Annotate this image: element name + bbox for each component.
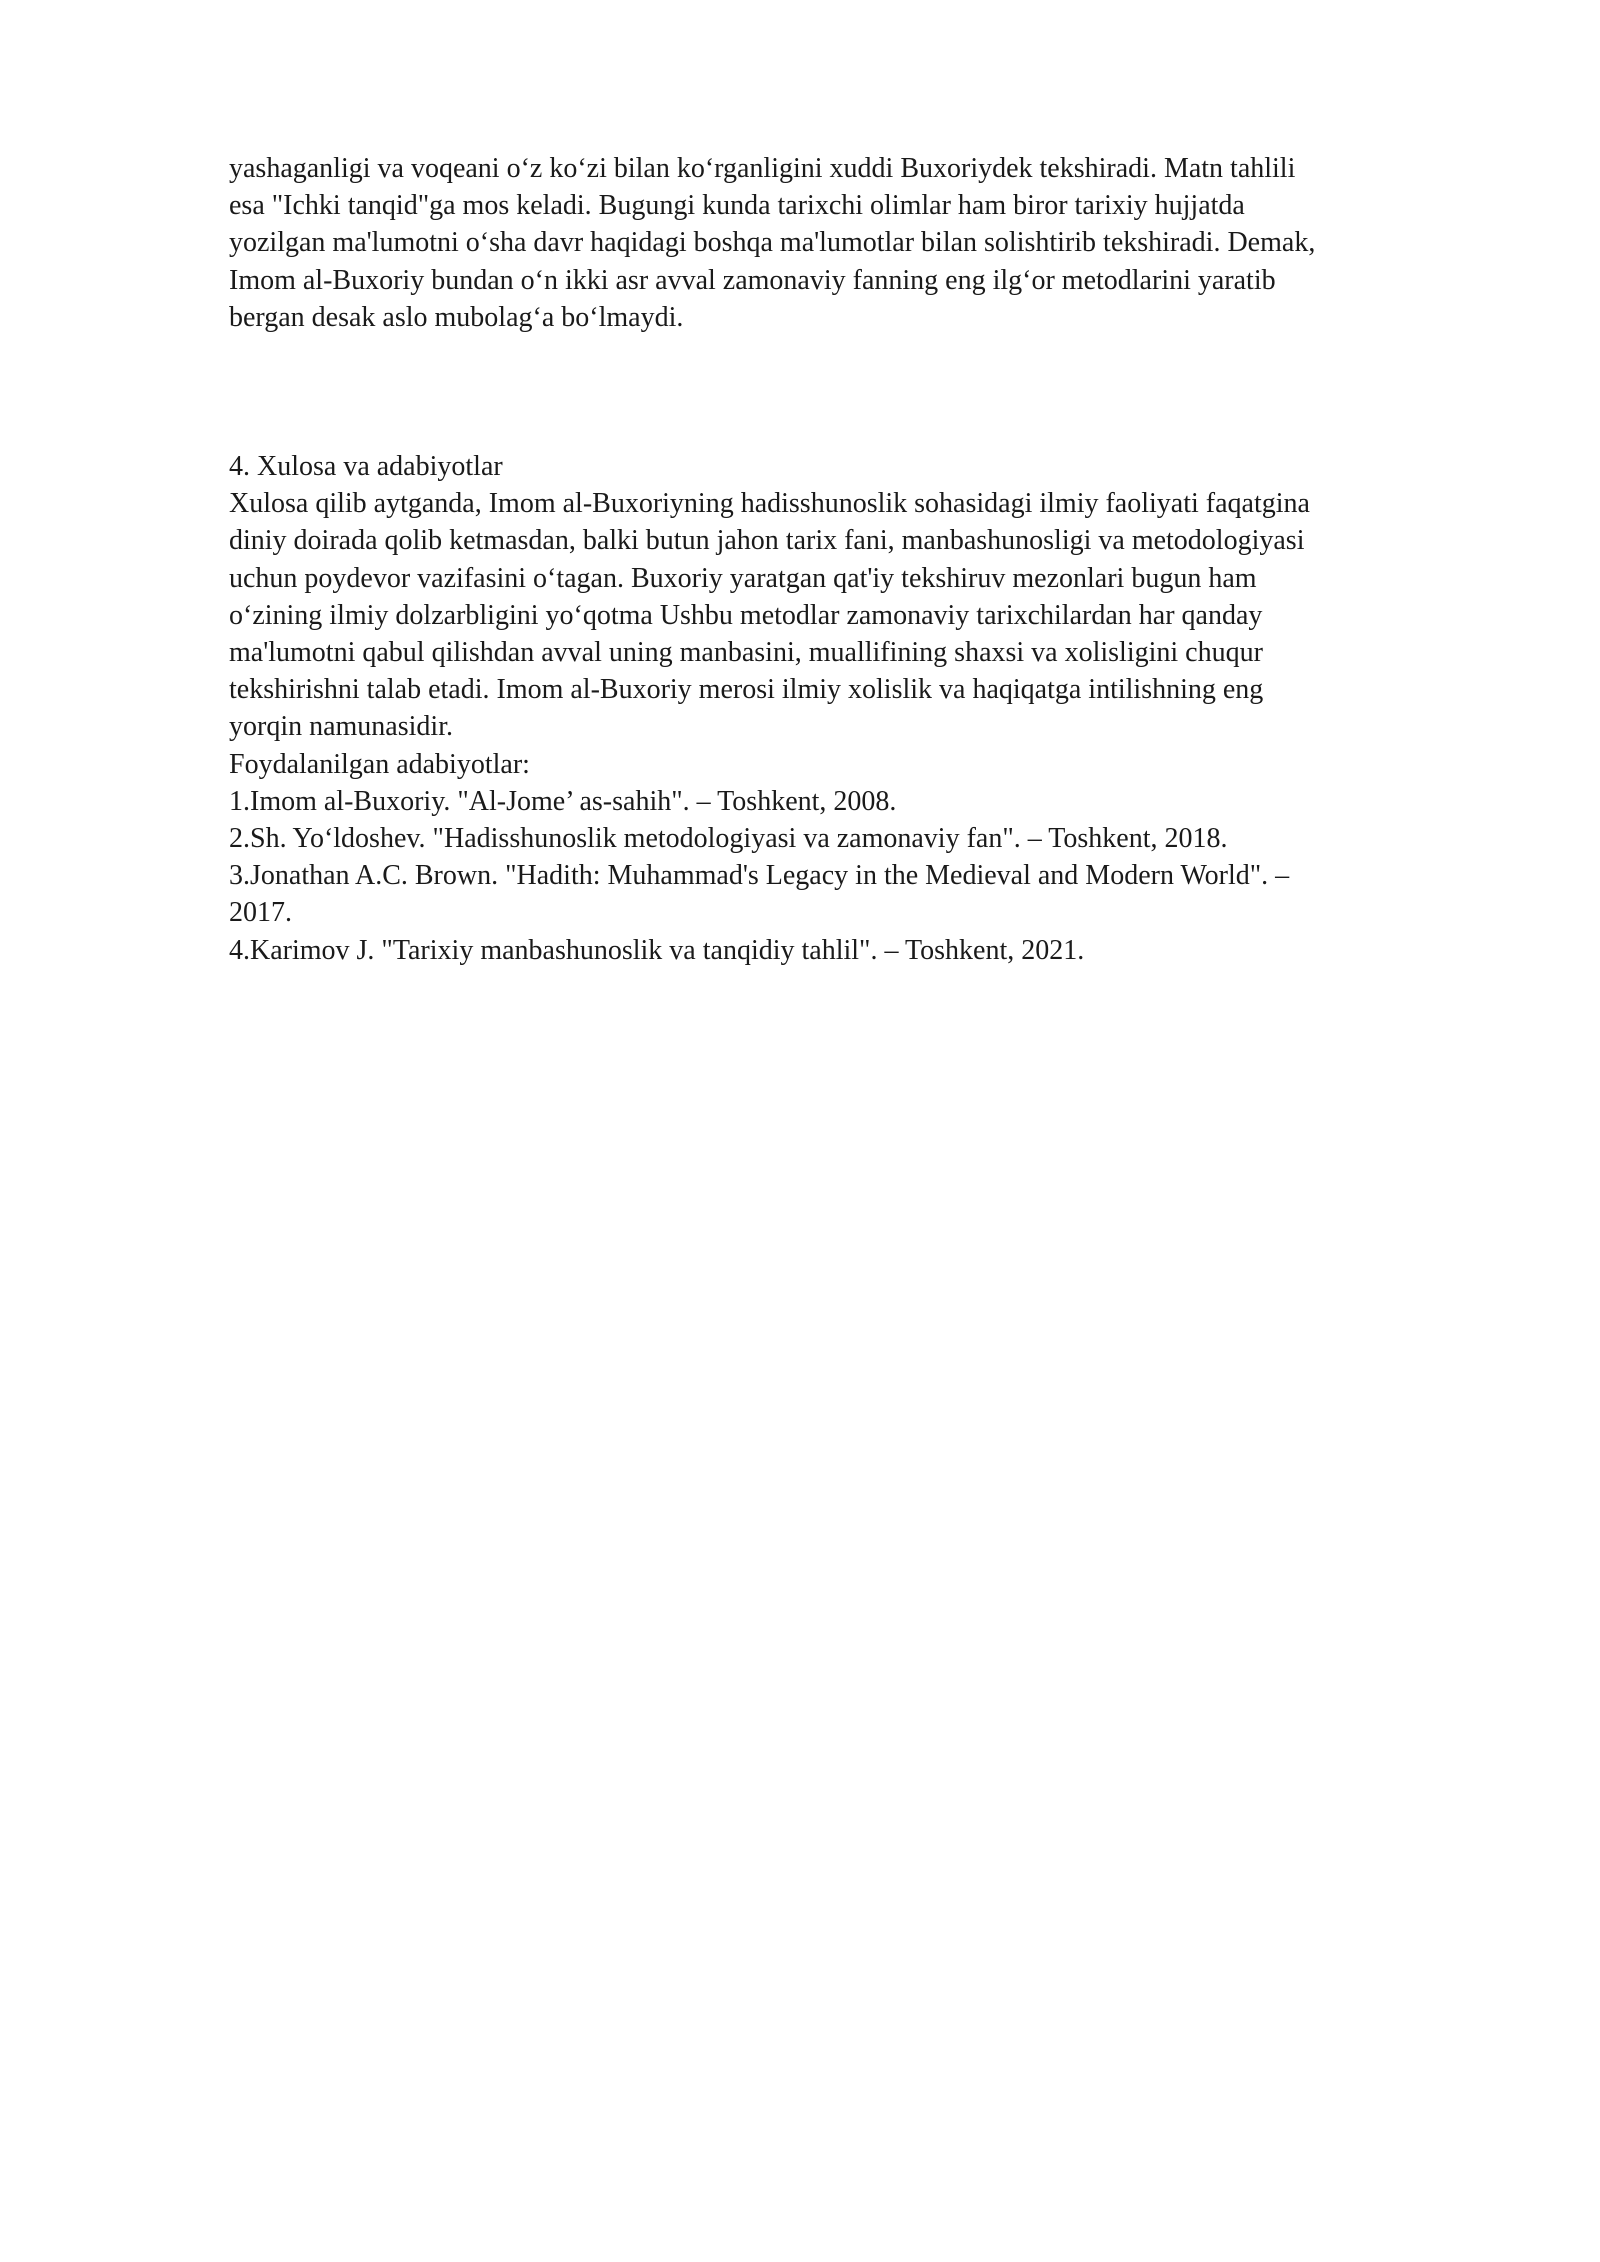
reference-item: 4.Karimov J. "Tarixiy manbashunoslik va tanqidiy tahlil". – Toshkent, 2021. [229, 934, 1085, 966]
reference-item: 3.Jonathan A.C. Brown. "Hadith: Muhammad's Legacy in the Medieval and Modern World". – [229, 860, 1290, 892]
references-list [229, 783, 1484, 969]
paragraph-line: yashaganligi va voqeani o‘z ko‘zi bilan ko‘rganligini xuddi Buxoriydek tekshiradi. Matn tahlili [229, 153, 1296, 184]
conclusion-paragraph [229, 485, 1484, 745]
paragraph-line: bergan desak aslo mubolag‘a bo‘lmaydi. [229, 301, 684, 333]
references-heading-text: Foydalanilgan adabiyotlar: [229, 748, 530, 780]
reference-item: 2.Sh. Yo‘ldoshev. "Hadisshunoslik metodologiyasi va zamonaviy fan". – Toshkent, 2018. [229, 823, 1228, 855]
paragraph-line: Xulosa qilib aytganda, Imom al-Buxoriyning hadisshunoslik sohasidagi ilmiy faoliyati faqatgina [229, 488, 1310, 520]
intro-paragraph [229, 150, 1484, 336]
reference-item-continuation: 2017. [229, 897, 292, 929]
paragraph-line: yozilgan ma'lumotni o‘sha davr haqidagi boshqa ma'lumotlar bilan solishtirib tekshiradi. Demak, [229, 227, 1316, 259]
paragraph-line: ma'lumotni qabul qilishdan avval uning manbasini, muallifining shaxsi va xolisligini chuqur [229, 637, 1263, 669]
paragraph-line: diniy doirada qolib ketmasdan, balki butun jahon tarix fani, manbashunosligi va metodologiyasi [229, 525, 1305, 557]
document-body [229, 150, 1484, 969]
reference-item: 1.Imom al-Buxoriy. "Al-Jome’ as-sahih". – Toshkent, 2008. [229, 785, 897, 817]
paragraph-line: esa "Ichki tanqid"ga mos keladi. Bugungi kunda tarixchi olimlar ham biror tarixiy hujjatda [229, 190, 1245, 222]
paragraph-line: tekshirishni talab etadi. Imom al-Buxoriy merosi ilmiy xolislik va haqiqatga intilishning eng [229, 674, 1264, 706]
section-heading-text: 4. Xulosa va adabiyotlar [229, 451, 503, 483]
paragraph-line: uchun poydevor vazifasini o‘tagan. Buxoriy yaratgan qat'iy tekshiruv mezonlari bugun ham [229, 562, 1257, 594]
paragraph-line: o‘zining ilmiy dolzarbligini yo‘qotma Ushbu metodlar zamonaviy tarixchilardan har qanday [229, 599, 1263, 631]
paragraph-line: Imom al-Buxoriy bundan o‘n ikki asr avval zamonaviy fanning eng ilg‘or metodlarini yaratib [229, 264, 1276, 296]
paragraph-spacer [229, 336, 1484, 448]
references-heading [229, 746, 1484, 783]
paragraph-line: yorqin namunasidir. [229, 711, 453, 743]
section-heading [229, 448, 1484, 485]
